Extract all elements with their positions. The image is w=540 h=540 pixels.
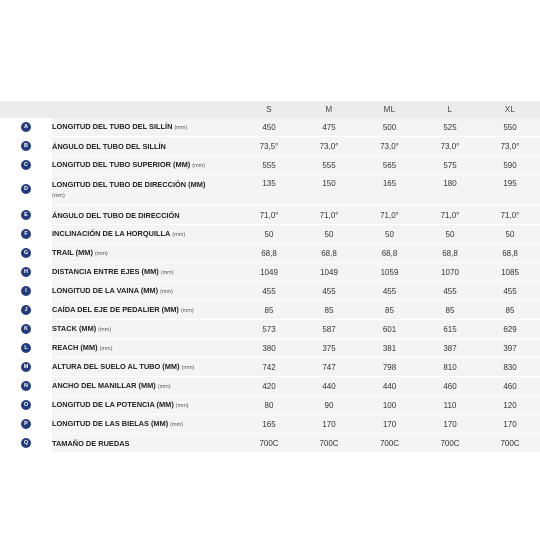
row-value: 555 <box>239 156 299 174</box>
row-unit: (mm) <box>157 383 171 390</box>
row-value: 50 <box>480 225 540 243</box>
row-value: 550 <box>480 118 540 136</box>
row-value: 700C <box>420 434 480 452</box>
row-label: LONGITUD DEL TUBO SUPERIOR (MM) <box>52 159 191 169</box>
row-label-cell <box>52 301 239 319</box>
row-label-cell <box>52 175 239 205</box>
row-value: 420 <box>239 377 299 395</box>
row-letter-badge: L <box>21 343 31 353</box>
row-value: 73,0° <box>420 137 480 155</box>
row-label: LONGITUD DE LAS BIELAS (MM) <box>52 418 169 428</box>
row-badge-cell <box>0 118 52 136</box>
size-header: ML <box>383 105 396 114</box>
table-row <box>0 137 540 155</box>
table-row <box>0 244 540 262</box>
table-row <box>0 377 540 395</box>
row-value: 90 <box>299 396 359 414</box>
row-value: 71,0° <box>480 206 540 224</box>
row-value: 573 <box>239 320 299 338</box>
row-value: 50 <box>299 225 359 243</box>
row-value: 798 <box>359 358 420 376</box>
table-row <box>0 206 540 224</box>
row-label: ALTURA DEL SUELO AL TUBO (MM) <box>52 361 180 371</box>
row-letter-badge: E <box>21 210 31 220</box>
label-header <box>52 101 239 118</box>
size-header: S <box>266 105 272 114</box>
row-value: 1085 <box>480 263 540 281</box>
row-letter-badge: G <box>21 248 31 258</box>
table-row <box>0 320 540 338</box>
row-value: 85 <box>420 301 480 319</box>
row-value: 85 <box>299 301 359 319</box>
table-row <box>0 225 540 243</box>
row-label-cell <box>52 358 239 376</box>
row-letter-badge: P <box>21 419 31 429</box>
row-value: 85 <box>359 301 420 319</box>
row-badge-cell <box>0 301 52 319</box>
row-value: 85 <box>480 301 540 319</box>
size-header: XL <box>504 105 516 114</box>
row-value: 170 <box>299 415 359 433</box>
row-value: 387 <box>420 339 480 357</box>
badge-header <box>0 101 52 118</box>
row-unit: (mm) <box>180 307 194 314</box>
row-value: 68,8 <box>480 244 540 262</box>
row-unit: (mm) <box>98 326 112 333</box>
row-badge-cell <box>0 156 52 174</box>
row-value: 460 <box>420 377 480 395</box>
row-value: 700C <box>480 434 540 452</box>
row-label-cell <box>52 137 239 155</box>
table-row <box>0 396 540 414</box>
row-value: 100 <box>359 396 420 414</box>
row-label-cell <box>52 434 239 452</box>
row-letter-badge: K <box>21 324 31 334</box>
row-label: REACH (MM) <box>52 342 98 352</box>
row-value: 381 <box>359 339 420 357</box>
row-value: 575 <box>420 156 480 174</box>
row-label: LONGITUD DEL TUBO DEL SILLÍN <box>52 121 173 131</box>
row-value: 601 <box>359 320 420 338</box>
row-badge-cell <box>0 339 52 357</box>
size-header-row <box>0 101 540 118</box>
row-letter-badge: N <box>21 381 31 391</box>
row-value: 170 <box>359 415 420 433</box>
row-label: TRAIL (MM) <box>52 247 93 257</box>
row-label-cell <box>52 244 239 262</box>
row-badge-cell <box>0 137 52 155</box>
row-value: 455 <box>420 282 480 300</box>
row-letter-badge: C <box>21 160 31 170</box>
row-label-cell <box>52 282 239 300</box>
row-value: 71,0° <box>420 206 480 224</box>
row-value: 170 <box>420 415 480 433</box>
row-value: 150 <box>299 175 359 205</box>
row-value: 68,8 <box>359 244 420 262</box>
row-unit: (mm) <box>174 124 188 131</box>
row-value: 810 <box>420 358 480 376</box>
size-header: M <box>325 105 333 114</box>
row-label-cell <box>52 396 239 414</box>
row-label-cell <box>52 156 239 174</box>
row-letter-badge: H <box>21 267 31 277</box>
row-value: 71,0° <box>359 206 420 224</box>
row-value: 700C <box>299 434 359 452</box>
row-label-cell <box>52 415 239 433</box>
row-badge-cell <box>0 206 52 224</box>
table-row <box>0 263 540 281</box>
row-value: 615 <box>420 320 480 338</box>
geometry-table <box>0 101 540 452</box>
table-row <box>0 358 540 376</box>
row-label-cell <box>52 320 239 338</box>
row-value: 450 <box>239 118 299 136</box>
row-value: 120 <box>480 396 540 414</box>
row-value: 73,0° <box>359 137 420 155</box>
row-label: LONGITUD DE LA POTENCIA (MM) <box>52 399 174 409</box>
row-value: 440 <box>359 377 420 395</box>
row-label-cell <box>52 206 239 224</box>
row-value: 440 <box>299 377 359 395</box>
row-letter-badge: O <box>21 400 31 410</box>
row-value: 700C <box>239 434 299 452</box>
table-row <box>0 118 540 136</box>
row-badge-cell <box>0 320 52 338</box>
row-label: INCLINACIÓN DE LA HORQUILLA <box>52 228 171 238</box>
row-unit: (mm) <box>181 364 195 371</box>
table-row <box>0 156 540 174</box>
row-label: ANCHO DEL MANILLAR (MM) <box>52 380 156 390</box>
row-label: LONGITUD DE LA VAINA (MM) <box>52 285 159 295</box>
size-header: L <box>447 105 453 114</box>
row-value: 80 <box>239 396 299 414</box>
row-unit: (mm) <box>160 288 173 295</box>
row-badge-cell <box>0 175 52 205</box>
row-label-cell <box>52 225 239 243</box>
row-value: 455 <box>239 282 299 300</box>
row-value: 195 <box>480 175 540 205</box>
row-letter-badge: A <box>21 122 31 132</box>
row-value: 590 <box>480 156 540 174</box>
row-value: 525 <box>420 118 480 136</box>
row-label: STACK (MM) <box>52 323 97 333</box>
row-value: 555 <box>299 156 359 174</box>
row-badge-cell <box>0 396 52 414</box>
row-value: 375 <box>299 339 359 357</box>
row-value: 50 <box>359 225 420 243</box>
row-value: 110 <box>420 396 480 414</box>
table-row <box>0 282 540 300</box>
row-value: 629 <box>480 320 540 338</box>
row-value: 68,8 <box>299 244 359 262</box>
row-value: 50 <box>239 225 299 243</box>
row-value: 1070 <box>420 263 480 281</box>
row-label-cell <box>52 263 239 281</box>
row-label: TAMAÑO DE RUEDAS <box>52 438 130 448</box>
row-value: 68,8 <box>420 244 480 262</box>
row-letter-badge: I <box>21 286 31 296</box>
row-badge-cell <box>0 263 52 281</box>
table-row <box>0 415 540 433</box>
row-badge-cell <box>0 434 52 452</box>
row-unit: (mm) <box>192 162 206 169</box>
table-row <box>0 301 540 319</box>
row-badge-cell <box>0 377 52 395</box>
row-unit: (mm) <box>160 269 174 276</box>
row-label-cell <box>52 377 239 395</box>
row-value: 475 <box>299 118 359 136</box>
row-label: LONGITUD DEL TUBO DE DIRECCIÓN (MM) <box>52 180 206 189</box>
row-letter-badge: D <box>21 184 31 194</box>
row-label-cell <box>52 118 239 136</box>
row-letter-badge: Q <box>21 438 31 448</box>
row-value: 73,0° <box>480 137 540 155</box>
table-row <box>0 339 540 357</box>
row-value: 170 <box>480 415 540 433</box>
row-value: 68,8 <box>239 244 299 262</box>
row-label-cell <box>52 339 239 357</box>
table-row <box>0 434 540 452</box>
row-value: 50 <box>420 225 480 243</box>
row-unit: (mm) <box>94 250 108 257</box>
row-unit: (mm) <box>99 345 113 352</box>
row-value: 455 <box>299 282 359 300</box>
row-value: 397 <box>480 339 540 357</box>
row-value: 73,5° <box>239 137 299 155</box>
row-value: 455 <box>480 282 540 300</box>
row-label: ÁNGULO DEL TUBO DE DIRECCIÓN <box>52 210 180 220</box>
row-value: 165 <box>359 175 420 205</box>
row-value: 742 <box>239 358 299 376</box>
row-badge-cell <box>0 415 52 433</box>
row-value: 71,0° <box>299 206 359 224</box>
row-value: 565 <box>359 156 420 174</box>
row-label: CAÍDA DEL EJE DE PEDALIER (MM) <box>52 304 179 314</box>
row-value: 180 <box>420 175 480 205</box>
row-badge-cell <box>0 225 52 243</box>
row-label: ÁNGULO DEL TUBO DEL SILLÍN <box>52 141 166 151</box>
row-value: 85 <box>239 301 299 319</box>
row-value: 830 <box>480 358 540 376</box>
row-letter-badge: J <box>21 305 31 315</box>
row-value: 1059 <box>359 263 420 281</box>
row-label: DISTANCIA ENTRE EJES (MM) <box>52 266 159 276</box>
row-value: 1049 <box>239 263 299 281</box>
row-unit: (mm) <box>170 421 184 428</box>
row-value: 587 <box>299 320 359 338</box>
row-badge-cell <box>0 358 52 376</box>
row-unit: (mm) <box>172 231 186 238</box>
row-value: 71,0° <box>239 206 299 224</box>
row-badge-cell <box>0 282 52 300</box>
row-value: 165 <box>239 415 299 433</box>
row-value: 73,0° <box>299 137 359 155</box>
row-letter-badge: M <box>21 362 31 372</box>
row-value: 747 <box>299 358 359 376</box>
row-badge-cell <box>0 244 52 262</box>
row-value: 380 <box>239 339 299 357</box>
row-value: 135 <box>239 175 299 205</box>
row-value: 455 <box>359 282 420 300</box>
table-row <box>0 175 540 205</box>
row-letter-badge: B <box>21 141 31 151</box>
row-unit: (mm) <box>52 193 65 199</box>
row-value: 1049 <box>299 263 359 281</box>
row-value: 460 <box>480 377 540 395</box>
row-value: 500 <box>359 118 420 136</box>
row-value: 700C <box>359 434 420 452</box>
row-letter-badge: F <box>21 229 31 239</box>
row-unit: (mm) <box>175 402 189 409</box>
